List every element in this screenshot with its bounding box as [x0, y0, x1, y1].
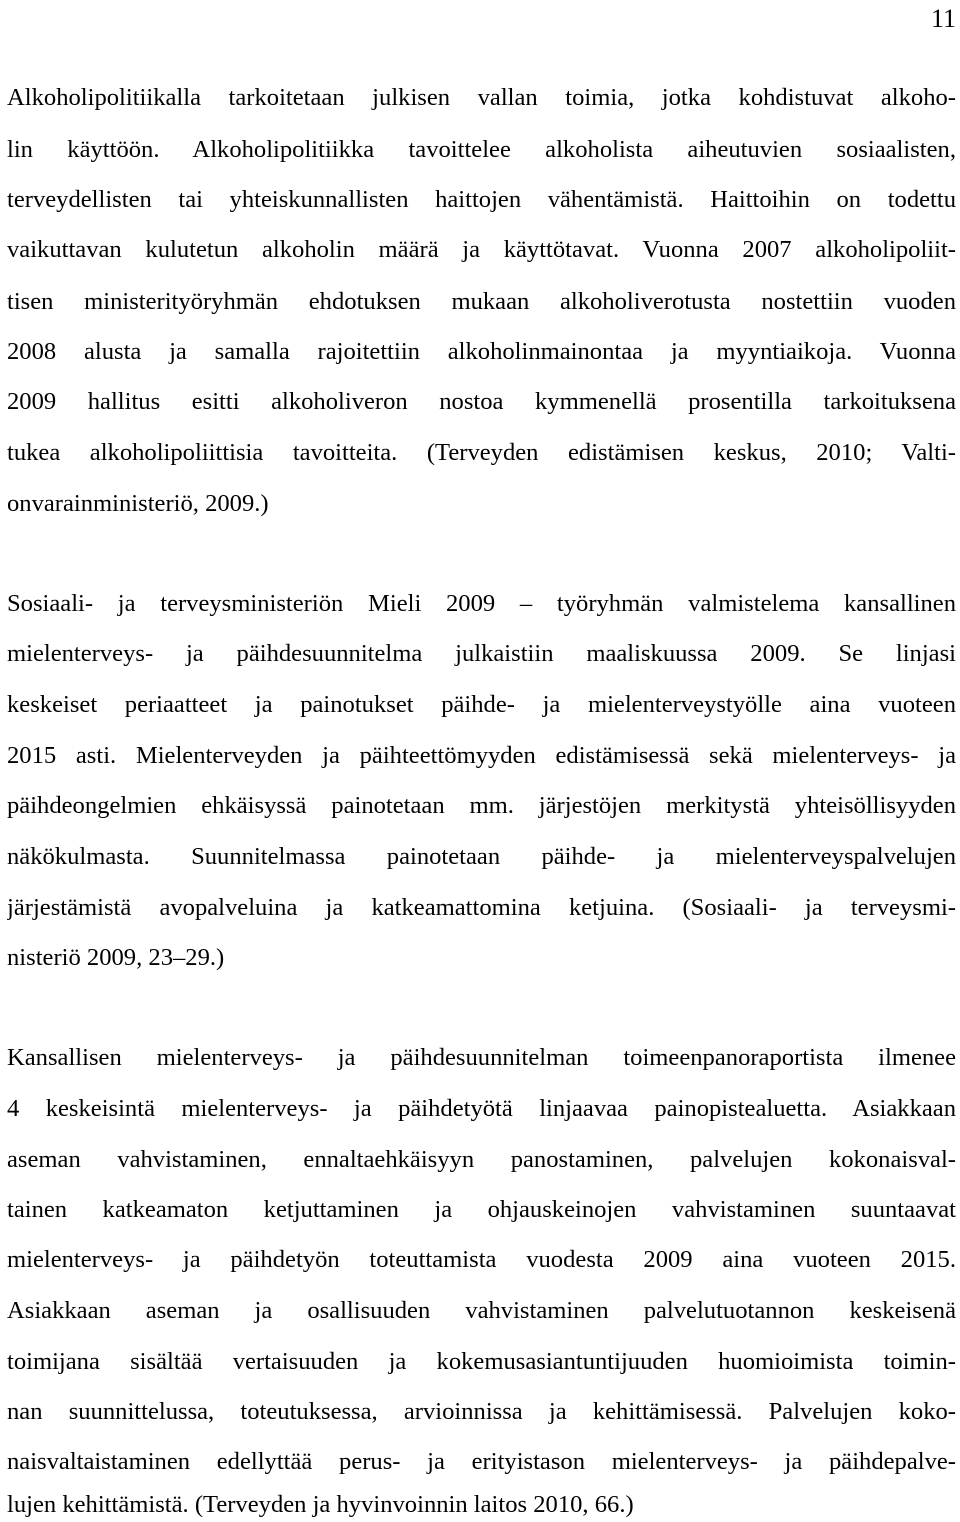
- paragraph-line: Asiakkaan aseman ja osallisuuden vahvistaminen palvelutuotannon keskeisenä: [7, 1297, 956, 1324]
- paragraph-line: naisvaltaistaminen edellyttää perus- ja erityistason mielenterveys- ja päihdepalve-: [7, 1448, 956, 1475]
- paragraph-line: mielenterveys- ja päihdesuunnitelma julkaistiin maaliskuussa 2009. Se linjasi: [7, 640, 956, 667]
- paragraph-line: Alkoholipolitiikalla tarkoitetaan julkisen vallan toimia, jotka kohdistuvat alkoho-: [7, 84, 956, 111]
- paragraph-line: mielenterveys- ja päihdetyön toteuttamista vuodesta 2009 aina vuoteen 2015.: [7, 1246, 956, 1273]
- paragraph-line: järjestämistä avopalveluina ja katkeamattomina ketjuina. (Sosiaali- ja terveysmi-: [7, 894, 956, 921]
- paragraph-line: onvarainministeriö, 2009.): [7, 490, 269, 517]
- paragraph-line: lujen kehittämistä. (Terveyden ja hyvinvoinnin laitos 2010, 66.): [7, 1491, 634, 1518]
- paragraph-line: terveydellisten tai yhteiskunnallisten haittojen vähentämistä. Haittoihin on todettu: [7, 186, 956, 213]
- paragraph-line: Sosiaali- ja terveysministeriön Mieli 2009 – työryhmän valmistelema kansallinen: [7, 590, 956, 617]
- paragraph-line: tisen ministerityöryhmän ehdotuksen mukaan alkoholiverotusta nostettiin vuoden: [7, 288, 956, 315]
- paragraph-line: vaikuttavan kulutetun alkoholin määrä ja käyttötavat. Vuonna 2007 alkoholipoliit-: [7, 236, 956, 263]
- paragraph-line: päihdeongelmien ehkäisyssä painotetaan mm. järjestöjen merkitystä yhteisöllisyyden: [7, 792, 956, 819]
- paragraph-line: nan suunnittelussa, toteutuksessa, arvioinnissa ja kehittämisessä. Palvelujen koko-: [7, 1398, 956, 1425]
- paragraph-line: nisteriö 2009, 23–29.): [7, 944, 225, 971]
- paragraph-line: tukea alkoholipoliittisia tavoitteita. (Terveyden edistämisen keskus, 2010; Valti-: [7, 439, 956, 466]
- paragraph-line: toimijana sisältää vertaisuuden ja kokemusasiantuntijuuden huomioimista toimin-: [7, 1348, 956, 1375]
- page-number: 11: [930, 4, 956, 33]
- paragraph-line: aseman vahvistaminen, ennaltaehkäisyyn panostaminen, palvelujen kokonaisval-: [7, 1146, 956, 1173]
- paragraph-line: näkökulmasta. Suunnitelmassa painotetaan päihde- ja mielenterveyspalvelujen: [7, 843, 956, 870]
- paragraph-line: tainen katkeamaton ketjuttaminen ja ohjauskeinojen vahvistaminen suuntaavat: [7, 1196, 956, 1223]
- paragraph-line: 2015 asti. Mielenterveyden ja päihteettömyyden edistämisessä sekä mielenterveys- ja: [7, 742, 956, 769]
- paragraph-line: 2009 hallitus esitti alkoholiveron nostoa kymmenellä prosentilla tarkoituksena: [7, 388, 956, 415]
- paragraph-line: Kansallisen mielenterveys- ja päihdesuunnitelman toimeenpanoraportista ilmenee: [7, 1044, 956, 1071]
- paragraph-line: 4 keskeisintä mielenterveys- ja päihdetyötä linjaavaa painopistealuetta. Asiakkaan: [7, 1095, 956, 1122]
- paragraph-line: 2008 alusta ja samalla rajoitettiin alkoholinmainontaa ja myyntiaikoja. Vuonna: [7, 338, 956, 365]
- paragraph-line: keskeiset periaatteet ja painotukset päihde- ja mielenterveystyölle aina vuoteen: [7, 691, 956, 718]
- paragraph-line: lin käyttöön. Alkoholipolitiikka tavoittelee alkoholista aiheutuvien sosiaalisten,: [7, 136, 956, 163]
